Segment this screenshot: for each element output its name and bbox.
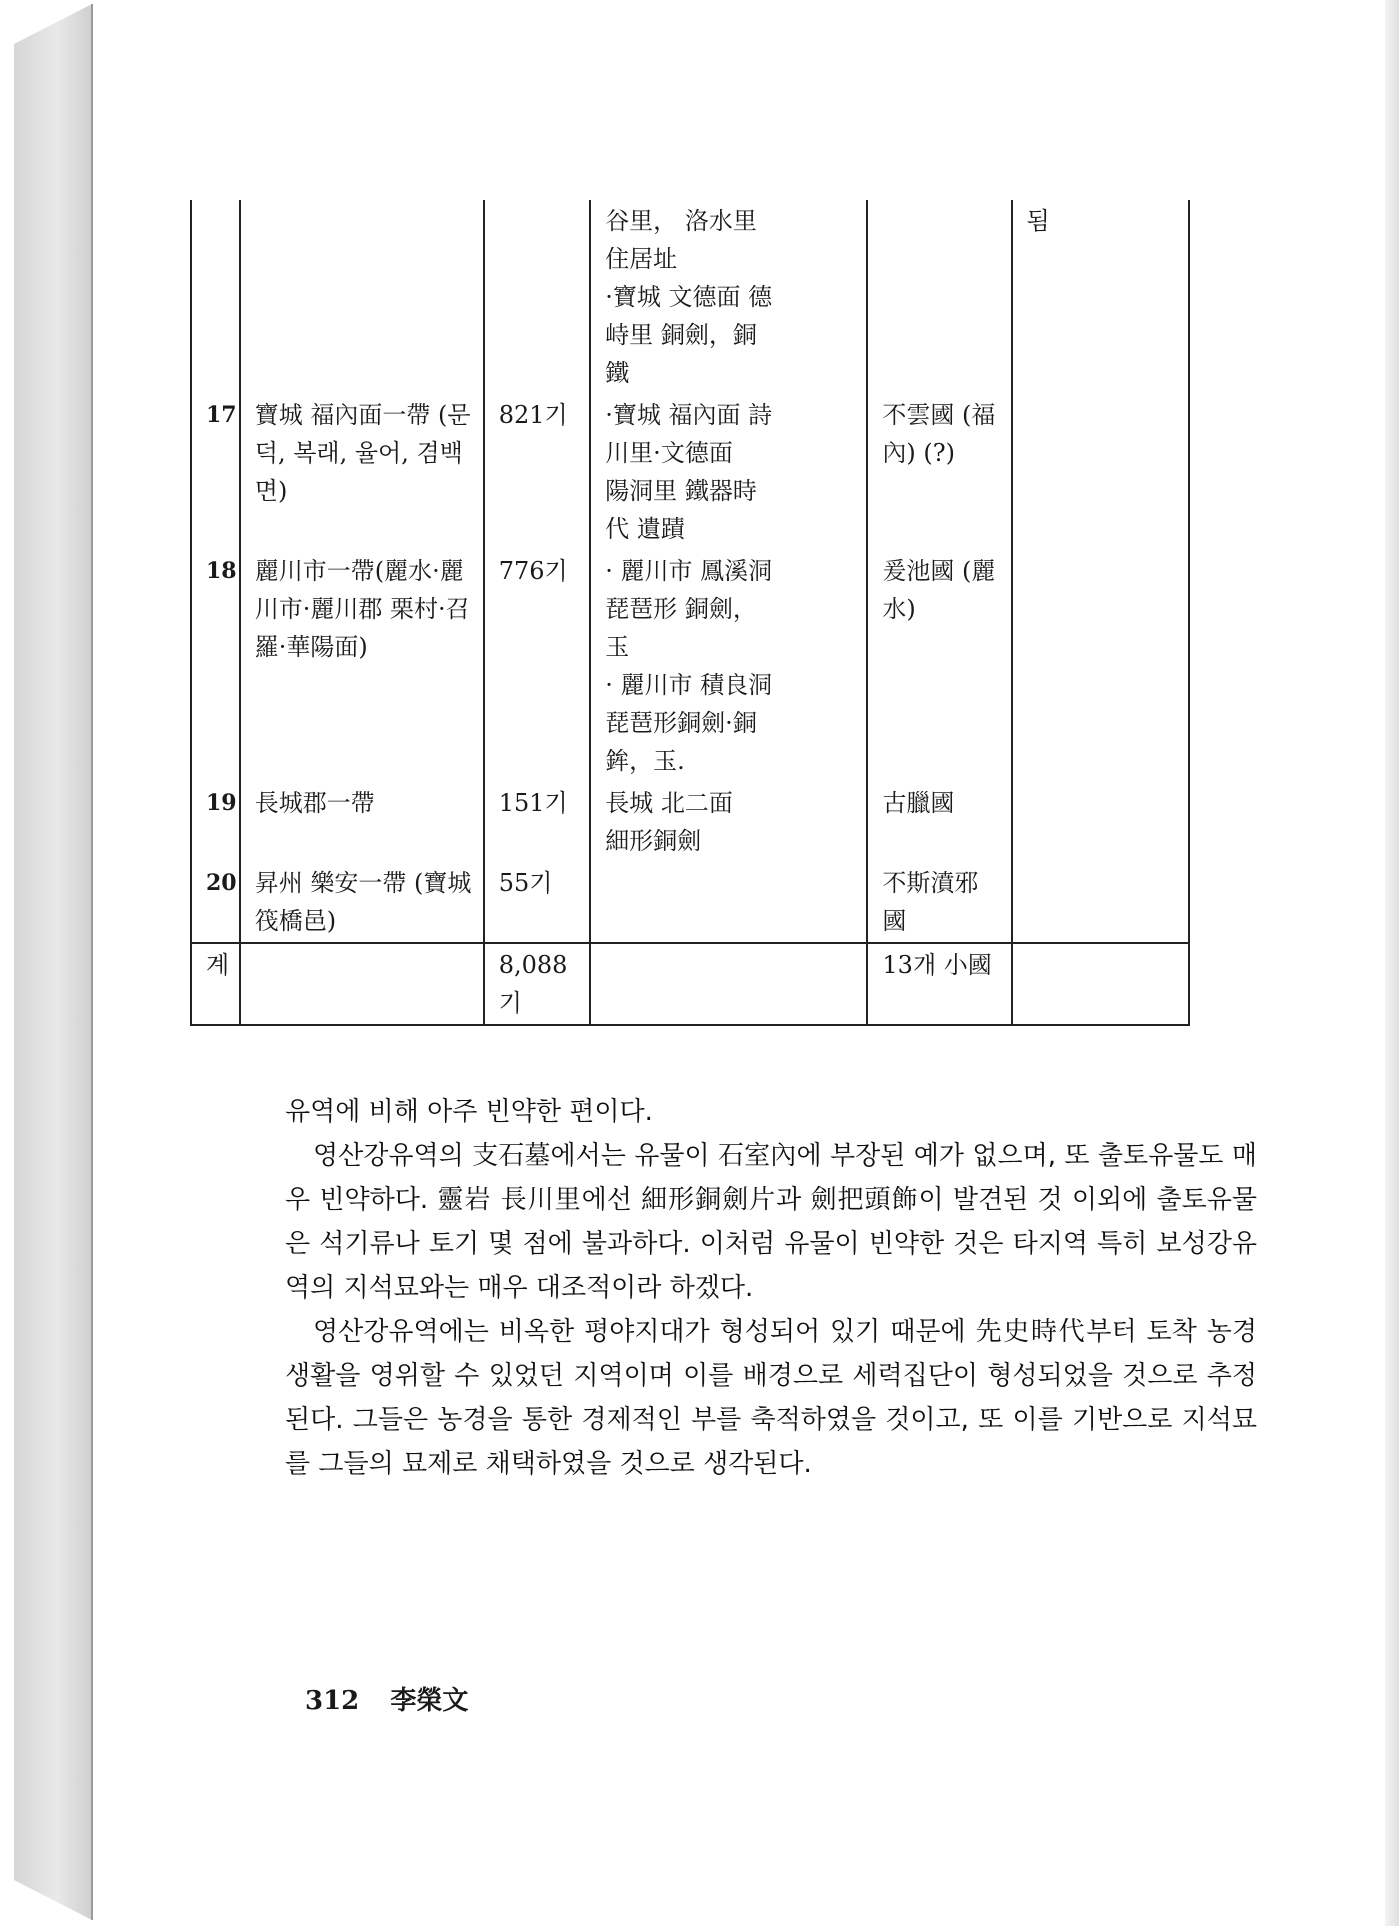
- table-row: [191, 550, 1189, 782]
- page-number: 312: [305, 1686, 360, 1716]
- cell-area: 昇州 樂安一帶 (寶城 筏橋邑): [240, 862, 484, 943]
- cell-state: [867, 200, 1011, 394]
- cell-sites: [590, 862, 867, 943]
- cell-area: 長城郡一帶: [240, 782, 484, 862]
- cell-area: [240, 200, 484, 394]
- cell-note: [1012, 550, 1189, 782]
- cell-count: 151기: [484, 782, 590, 862]
- book-edge: [14, 4, 92, 1920]
- cell-state: 不斯濆邪國: [867, 862, 1011, 943]
- cell-no: 20: [191, 862, 240, 943]
- body-text: [285, 1090, 1257, 1486]
- cell-state: 不雲國 (福內) (?): [867, 394, 1011, 550]
- cell-no: [191, 200, 240, 394]
- table-row-total: [191, 943, 1189, 1025]
- cell-total-label: 계: [191, 943, 240, 1025]
- cell-note: 됨: [1012, 200, 1189, 394]
- site-line: 玉: [605, 633, 630, 661]
- page-edge-shadow: [1385, 0, 1399, 1926]
- table-row: [191, 394, 1189, 550]
- author-name: 李榮文: [390, 1686, 469, 1716]
- site-line: 細形銅劍: [605, 827, 702, 855]
- cell-note: [1012, 943, 1189, 1025]
- cell-count: 55기: [484, 862, 590, 943]
- cell-sites: [590, 943, 867, 1025]
- site-line: ·寶城 文德面 德: [605, 283, 773, 311]
- site-line: 代 遺蹟: [605, 515, 685, 543]
- cell-note: [1012, 782, 1189, 862]
- site-line: 峙里 銅劍，銅: [605, 321, 757, 349]
- site-line: 陽洞里 鐵器時: [605, 477, 757, 505]
- paragraph: 영산강유역에는 비옥한 평야지대가 형성되어 있기 때문에 先史時代부터 토착 농경생활을 영위할 수 있었던 지역이며 이를 배경으로 세력집단이 형성되었을 것으로 추정된다. 그들은 농경을 통한 경제적인 부를 축적하였을 것이고, 또 이를 기반으로 지석묘를 그들의 묘제로 채택하였을 것으로 생각된다.: [285, 1317, 1257, 1479]
- table-row-continuation: [191, 200, 1189, 394]
- cell-count: 776기: [484, 550, 590, 782]
- cell-area: 麗川市一帶(麗水·麗川市·麗川郡 栗村·召羅·華陽面): [240, 550, 484, 782]
- site-line: 長城 北二面: [605, 789, 733, 817]
- site-line: 川里·文德面: [605, 439, 733, 467]
- paragraph: 유역에 비해 아주 빈약한 편이다.: [285, 1097, 653, 1127]
- site-line: · 麗川市 鳳溪洞: [605, 557, 773, 585]
- site-line: 谷里， 洛水里: [605, 207, 757, 235]
- cell-count: [484, 200, 590, 394]
- cell-count: 821기: [484, 394, 590, 550]
- cell-state: 爰池國 (麗水): [867, 550, 1011, 782]
- cell-no: 17: [191, 394, 240, 550]
- cell-no: 19: [191, 782, 240, 862]
- site-line: ·寶城 福內面 詩: [605, 401, 773, 429]
- site-line: 琵琶形 銅劍，: [605, 595, 757, 623]
- cell-area: [240, 943, 484, 1025]
- cell-sites: [590, 394, 867, 550]
- table-row: [191, 862, 1189, 943]
- cell-sites: [590, 200, 867, 394]
- site-line: 鐵: [605, 359, 630, 387]
- cell-note: [1012, 394, 1189, 550]
- cell-area: 寶城 福內面一帶 (문덕, 복래, 율어, 겸백면): [240, 394, 484, 550]
- site-line: 住居址: [605, 245, 678, 273]
- site-line: 鉾，玉.: [605, 747, 685, 775]
- page-footer: [305, 1680, 468, 1717]
- cell-total-count: 8,088기: [484, 943, 590, 1025]
- site-line: 琵琶形銅劍·銅: [605, 709, 757, 737]
- cell-sites: [590, 550, 867, 782]
- cell-total-state: 13개 小國: [867, 943, 1011, 1025]
- table-row: [191, 782, 1189, 862]
- dolmen-table: [190, 200, 1190, 1026]
- cell-note: [1012, 862, 1189, 943]
- cell-no: 18: [191, 550, 240, 782]
- site-line: · 麗川市 積良洞: [605, 671, 773, 699]
- cell-sites: [590, 782, 867, 862]
- paragraph: 영산강유역의 支石墓에서는 유물이 石室內에 부장된 예가 없으며, 또 출토유물도 매우 빈약하다. 靈岩 長川里에선 細形銅劍片과 劍把頭飾이 발견된 것 이외에 출토유물은 석기류나 토기 몇 점에 불과하다. 이처럼 유물이 빈약한 것은 타지역 특히 보성강유역의 지석묘와는 매우 대조적이라 하겠다.: [285, 1141, 1257, 1303]
- cell-state: 古臘國: [867, 782, 1011, 862]
